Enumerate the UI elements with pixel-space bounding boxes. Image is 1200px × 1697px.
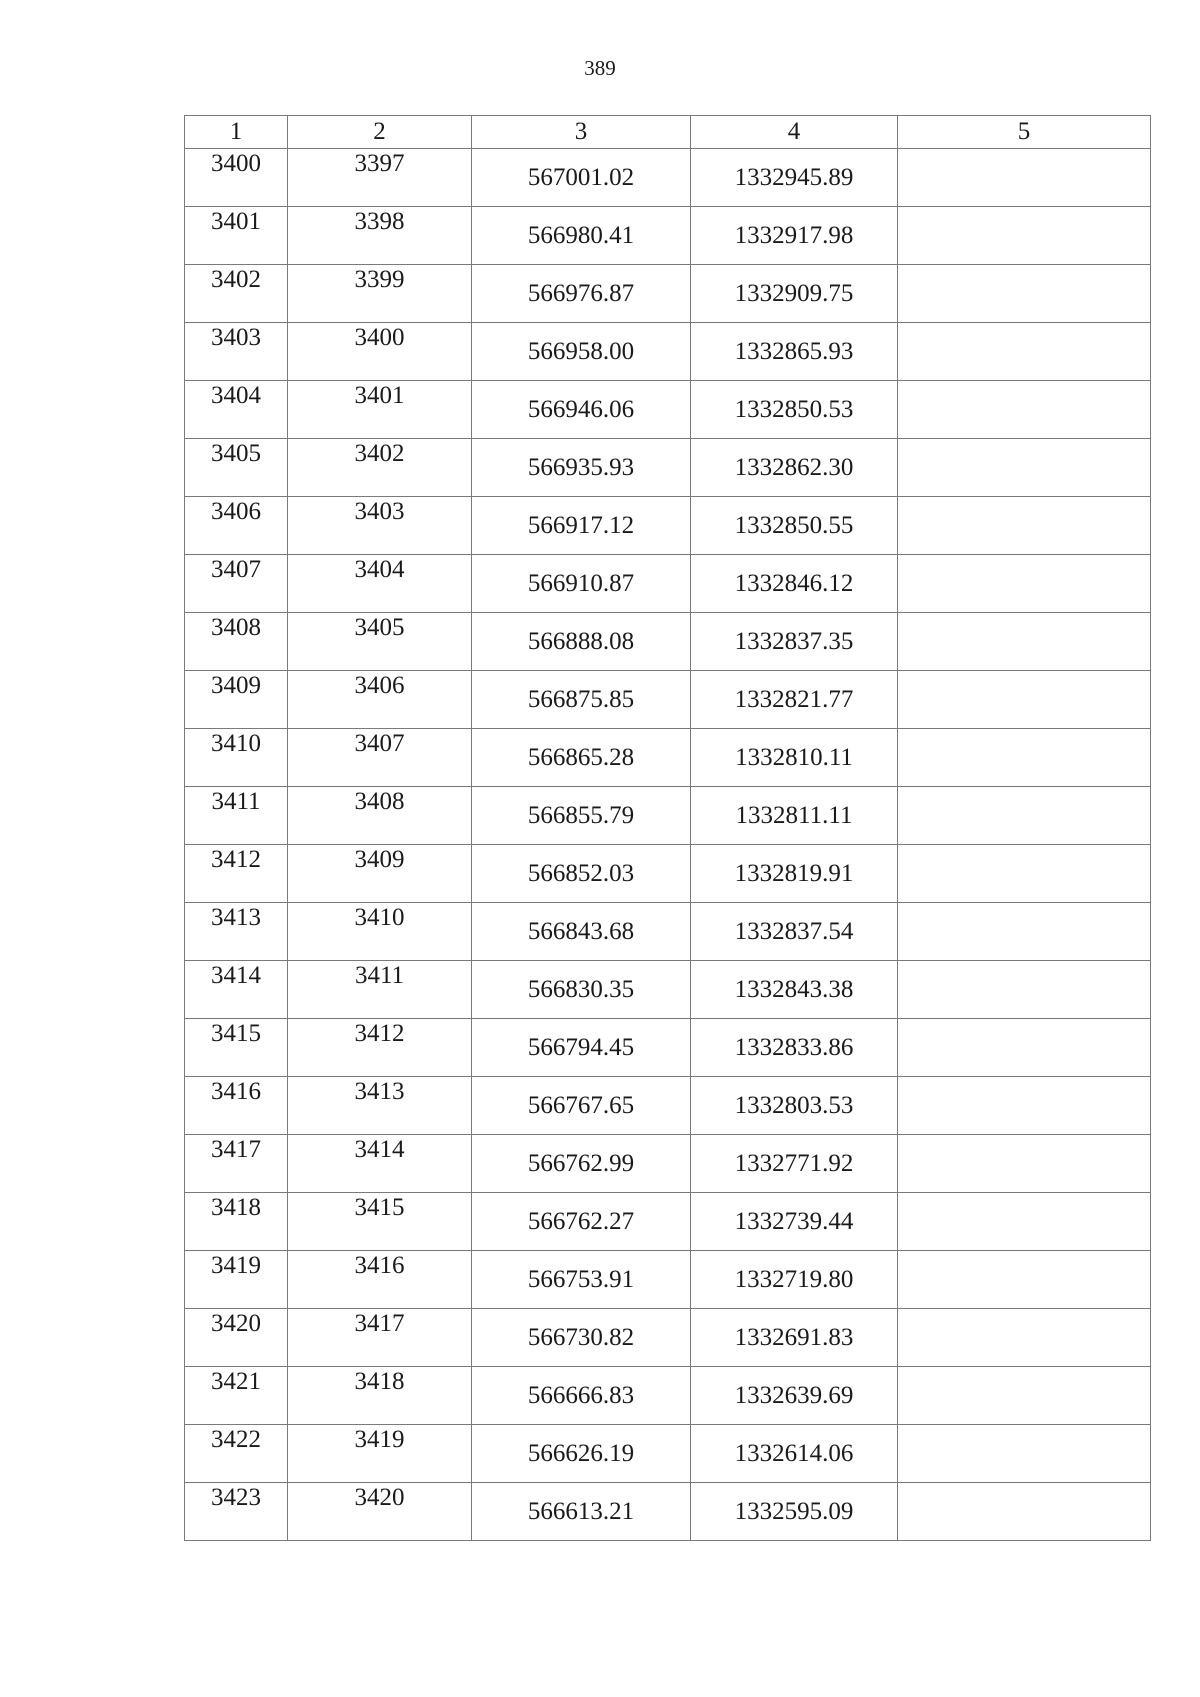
table-cell-col-5 — [898, 1193, 1151, 1251]
table-row — [185, 1367, 1151, 1425]
table-row — [185, 1251, 1151, 1309]
table-cell-col-3: 566935.93 — [472, 439, 691, 497]
table-cell-col-5 — [898, 671, 1151, 729]
table-row — [185, 729, 1151, 787]
table-cell-col-5 — [898, 613, 1151, 671]
table-cell-col-3: 566865.28 — [472, 729, 691, 787]
header-col-2: 2 — [288, 116, 472, 149]
table-cell-col-5 — [898, 729, 1151, 787]
table-cell-col-4: 1332846.12 — [691, 555, 898, 613]
table-row — [185, 381, 1151, 439]
table-cell-col-2: 3398 — [288, 207, 472, 265]
table-cell-col-4: 1332865.93 — [691, 323, 898, 381]
table-cell-col-2: 3412 — [288, 1019, 472, 1077]
table-cell-col-3: 566762.27 — [472, 1193, 691, 1251]
table-cell-col-3: 566753.91 — [472, 1251, 691, 1309]
table-cell-col-1: 3412 — [185, 845, 288, 903]
table-cell-col-4: 1332917.98 — [691, 207, 898, 265]
table-cell-col-5 — [898, 1425, 1151, 1483]
table-cell-col-5 — [898, 323, 1151, 381]
table-cell-col-4: 1332811.11 — [691, 787, 898, 845]
table-cell-col-2: 3397 — [288, 149, 472, 207]
table-cell-col-4: 1332719.80 — [691, 1251, 898, 1309]
table-cell-col-1: 3411 — [185, 787, 288, 845]
table-cell-col-5 — [898, 903, 1151, 961]
table-cell-col-5 — [898, 497, 1151, 555]
table-cell-col-1: 3404 — [185, 381, 288, 439]
table-cell-col-4: 1332833.86 — [691, 1019, 898, 1077]
table-cell-col-4: 1332862.30 — [691, 439, 898, 497]
table-cell-col-3: 566767.65 — [472, 1077, 691, 1135]
table-cell-col-5 — [898, 845, 1151, 903]
table-cell-col-4: 1332803.53 — [691, 1077, 898, 1135]
page-number: 389 — [584, 56, 616, 80]
table-cell-col-1: 3421 — [185, 1367, 288, 1425]
table-row — [185, 787, 1151, 845]
table-cell-col-2: 3405 — [288, 613, 472, 671]
table-row — [185, 613, 1151, 671]
table-row — [185, 903, 1151, 961]
table-cell-col-3: 566613.21 — [472, 1483, 691, 1541]
table-cell-col-1: 3413 — [185, 903, 288, 961]
table-cell-col-3: 566626.19 — [472, 1425, 691, 1483]
table-row — [185, 1309, 1151, 1367]
table-cell-col-2: 3400 — [288, 323, 472, 381]
table-cell-col-5 — [898, 439, 1151, 497]
table-row — [185, 845, 1151, 903]
table-cell-col-3: 566666.83 — [472, 1367, 691, 1425]
table-cell-col-4: 1332639.69 — [691, 1367, 898, 1425]
table-cell-col-2: 3420 — [288, 1483, 472, 1541]
table-cell-col-4: 1332819.91 — [691, 845, 898, 903]
table-cell-col-1: 3402 — [185, 265, 288, 323]
table-cell-col-5 — [898, 1135, 1151, 1193]
table-cell-col-3: 566917.12 — [472, 497, 691, 555]
table-cell-col-3: 566958.00 — [472, 323, 691, 381]
table-cell-col-2: 3410 — [288, 903, 472, 961]
table-row — [185, 265, 1151, 323]
table-row — [185, 1193, 1151, 1251]
table-cell-col-1: 3400 — [185, 149, 288, 207]
table-row — [185, 1135, 1151, 1193]
table-cell-col-4: 1332837.54 — [691, 903, 898, 961]
header-row — [185, 116, 1151, 149]
table-cell-col-4: 1332810.11 — [691, 729, 898, 787]
table-cell-col-3: 566843.68 — [472, 903, 691, 961]
table-cell-col-1: 3417 — [185, 1135, 288, 1193]
table-cell-col-5 — [898, 787, 1151, 845]
table-cell-col-3: 566875.85 — [472, 671, 691, 729]
table-cell-col-1: 3409 — [185, 671, 288, 729]
table-row — [185, 439, 1151, 497]
table-cell-col-5 — [898, 555, 1151, 613]
table-cell-col-4: 1332909.75 — [691, 265, 898, 323]
table-cell-col-2: 3417 — [288, 1309, 472, 1367]
table-cell-col-5 — [898, 1077, 1151, 1135]
table-cell-col-1: 3405 — [185, 439, 288, 497]
table-cell-col-2: 3407 — [288, 729, 472, 787]
header-col-1: 1 — [185, 116, 288, 149]
table-row — [185, 961, 1151, 1019]
table-cell-col-1: 3416 — [185, 1077, 288, 1135]
table-cell-col-2: 3402 — [288, 439, 472, 497]
table-cell-col-2: 3399 — [288, 265, 472, 323]
table-cell-col-4: 1332850.53 — [691, 381, 898, 439]
table-cell-col-2: 3414 — [288, 1135, 472, 1193]
table-cell-col-4: 1332595.09 — [691, 1483, 898, 1541]
table-row — [185, 1483, 1151, 1541]
table-cell-col-5 — [898, 1483, 1151, 1541]
table-cell-col-1: 3407 — [185, 555, 288, 613]
table-cell-col-2: 3409 — [288, 845, 472, 903]
table-cell-col-4: 1332771.92 — [691, 1135, 898, 1193]
coordinates-table — [184, 115, 1151, 1541]
table-cell-col-1: 3419 — [185, 1251, 288, 1309]
table-cell-col-5 — [898, 1019, 1151, 1077]
table-cell-col-1: 3410 — [185, 729, 288, 787]
table-cell-col-5 — [898, 149, 1151, 207]
table-row — [185, 1019, 1151, 1077]
table-cell-col-3: 566910.87 — [472, 555, 691, 613]
table-row — [185, 207, 1151, 265]
table-cell-col-4: 1332614.06 — [691, 1425, 898, 1483]
table-row — [185, 671, 1151, 729]
table-cell-col-5 — [898, 1309, 1151, 1367]
table-cell-col-5 — [898, 1367, 1151, 1425]
table-cell-col-3: 566730.82 — [472, 1309, 691, 1367]
table-cell-col-1: 3422 — [185, 1425, 288, 1483]
table-cell-col-3: 567001.02 — [472, 149, 691, 207]
table-cell-col-5 — [898, 961, 1151, 1019]
table-cell-col-5 — [898, 265, 1151, 323]
table-cell-col-1: 3414 — [185, 961, 288, 1019]
table-row — [185, 497, 1151, 555]
table-cell-col-3: 566946.06 — [472, 381, 691, 439]
table-cell-col-1: 3415 — [185, 1019, 288, 1077]
table-cell-col-1: 3418 — [185, 1193, 288, 1251]
table-cell-col-1: 3406 — [185, 497, 288, 555]
table-cell-col-1: 3423 — [185, 1483, 288, 1541]
table-cell-col-2: 3415 — [288, 1193, 472, 1251]
table-row — [185, 1425, 1151, 1483]
table-cell-col-2: 3416 — [288, 1251, 472, 1309]
table-cell-col-4: 1332821.77 — [691, 671, 898, 729]
table-body — [185, 149, 1151, 1541]
table-cell-col-2: 3408 — [288, 787, 472, 845]
table-cell-col-2: 3404 — [288, 555, 472, 613]
table-cell-col-2: 3411 — [288, 961, 472, 1019]
header-col-5: 5 — [898, 116, 1151, 149]
table-cell-col-1: 3401 — [185, 207, 288, 265]
table-cell-col-2: 3403 — [288, 497, 472, 555]
table-cell-col-3: 566980.41 — [472, 207, 691, 265]
table-cell-col-3: 566794.45 — [472, 1019, 691, 1077]
table-cell-col-5 — [898, 381, 1151, 439]
table-cell-col-2: 3418 — [288, 1367, 472, 1425]
table-cell-col-3: 566888.08 — [472, 613, 691, 671]
table-row — [185, 555, 1151, 613]
table-row — [185, 323, 1151, 381]
table-cell-col-5 — [898, 207, 1151, 265]
table-cell-col-3: 566830.35 — [472, 961, 691, 1019]
table-cell-col-3: 566852.03 — [472, 845, 691, 903]
table-cell-col-1: 3420 — [185, 1309, 288, 1367]
table-row — [185, 149, 1151, 207]
table-cell-col-4: 1332739.44 — [691, 1193, 898, 1251]
table-cell-col-2: 3413 — [288, 1077, 472, 1135]
table-cell-col-3: 566855.79 — [472, 787, 691, 845]
table-cell-col-2: 3419 — [288, 1425, 472, 1483]
table-cell-col-2: 3406 — [288, 671, 472, 729]
table-cell-col-4: 1332843.38 — [691, 961, 898, 1019]
table-cell-col-5 — [898, 1251, 1151, 1309]
table-cell-col-2: 3401 — [288, 381, 472, 439]
table-cell-col-3: 566976.87 — [472, 265, 691, 323]
table-cell-col-3: 566762.99 — [472, 1135, 691, 1193]
header-col-4: 4 — [691, 116, 898, 149]
table-cell-col-4: 1332945.89 — [691, 149, 898, 207]
table-cell-col-4: 1332837.35 — [691, 613, 898, 671]
table-cell-col-1: 3403 — [185, 323, 288, 381]
table-cell-col-4: 1332850.55 — [691, 497, 898, 555]
header-col-3: 3 — [472, 116, 691, 149]
table-header — [185, 116, 1151, 149]
table-row — [185, 1077, 1151, 1135]
table-cell-col-1: 3408 — [185, 613, 288, 671]
table-cell-col-4: 1332691.83 — [691, 1309, 898, 1367]
